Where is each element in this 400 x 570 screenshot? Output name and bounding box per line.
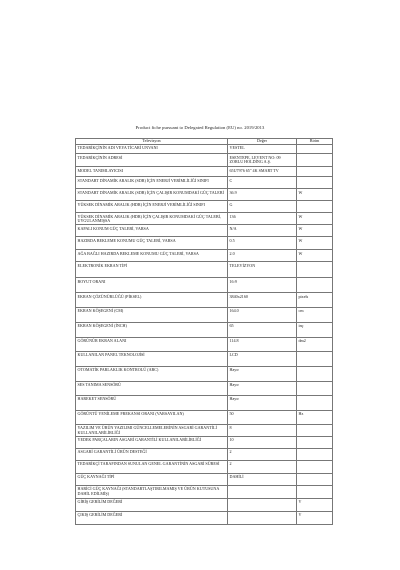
row-unit — [297, 486, 333, 499]
row-label: OTOMATİK PARLAKLIK KONTROLÜ (ABC) — [76, 367, 228, 382]
row-label: TEDARİKÇİ TARAFINDAN SUNULAN GENEL GARANTİNİN ASGARİ SÜRESİ — [76, 461, 228, 474]
row-label: TEDARİKÇİNİN ADRESİ — [76, 154, 228, 167]
row-unit: Hz — [297, 411, 333, 425]
table-row — [76, 144, 333, 154]
row-value: 16:9 — [228, 278, 297, 293]
row-value: 10 — [228, 437, 297, 449]
row-label: ÇIKIŞ GERİLİM DEĞERİ — [76, 512, 228, 525]
header-unit: Birim — [297, 139, 333, 145]
row-value: Hayır — [228, 367, 297, 382]
row-unit: V — [297, 512, 333, 525]
row-value — [228, 486, 297, 499]
row-unit — [297, 154, 333, 167]
row-label: HAZIRDA BEKLEME KONUMU GÜÇ TALEBİ, VARSA — [76, 237, 228, 250]
table-row — [76, 154, 333, 167]
table-row — [76, 177, 333, 189]
row-value: 3840x2160 — [228, 293, 297, 308]
row-value: Hayır — [228, 382, 297, 396]
row-label: MODEL TANIMLAYICISI — [76, 167, 228, 177]
table-row — [76, 411, 333, 425]
row-unit — [297, 367, 333, 382]
row-unit — [297, 167, 333, 177]
table-row — [76, 486, 333, 499]
table-row — [76, 293, 333, 308]
row-value: ESENTEPE, LEVENT NO: 09 ZORLU HOLDİNG A.Ş. — [228, 154, 297, 167]
row-label: GÜÇ KAYNAĞI TİPİ — [76, 474, 228, 486]
row-unit — [297, 262, 333, 278]
row-unit: W — [297, 225, 333, 237]
row-unit — [297, 449, 333, 461]
row-unit: W — [297, 189, 333, 201]
row-label: EKRAN KÖŞEGENİ (CM) — [76, 308, 228, 323]
row-label: BOYUT ORANI — [76, 278, 228, 293]
document-title: Product fiche pursuant to Delegated Regulation (EU) no. 2019/2013 — [135, 125, 265, 130]
row-value: VESTEL — [228, 144, 297, 154]
row-label: TEDARİKÇİNİN ADI VEYA TİCARİ UNVANI — [76, 144, 228, 154]
row-label: YÜKSEK DİNAMİK ARALIK (HDR) İÇİN ÇALIŞIR KONUMDAKİ GÜÇ TALEBİ, UYGULANMIŞSA — [76, 213, 228, 225]
row-unit — [297, 382, 333, 396]
row-label: YÜKSEK DİNAMİK ARALIK (HDR) İÇİN ENERJİ VERİMLİLİĞİ SINIFI — [76, 201, 228, 213]
row-value: N/A — [228, 225, 297, 237]
row-unit: W — [297, 237, 333, 250]
row-value: DAHİLİ — [228, 474, 297, 486]
row-unit: pixels — [297, 293, 333, 308]
row-value: 2 — [228, 449, 297, 461]
row-unit — [297, 396, 333, 411]
table-row — [76, 396, 333, 411]
row-label: KAPALI KONUM GÜÇ TALEBİ, VARSA — [76, 225, 228, 237]
row-unit — [297, 278, 333, 293]
row-value: LCD — [228, 352, 297, 367]
table-row — [76, 237, 333, 250]
table-row — [76, 499, 333, 512]
product-fiche-table — [75, 138, 333, 525]
row-label: EKRAN KÖŞEGENİ (İNCH) — [76, 323, 228, 338]
row-value: 65 — [228, 323, 297, 338]
header-label: Televizyon — [76, 139, 228, 145]
row-unit — [297, 352, 333, 367]
row-value: 2.0 — [228, 250, 297, 262]
table-row — [76, 278, 333, 293]
row-unit — [297, 461, 333, 474]
row-label: STANDART DİNAMİK ARALIK (SDR) İÇİN ENERJİ VERİMLİLİĞİ SINIFI — [76, 177, 228, 189]
table-row — [76, 323, 333, 338]
header-value: Değer — [228, 139, 297, 145]
row-unit: dm2 — [297, 338, 333, 352]
row-unit — [297, 144, 333, 154]
row-label: AĞA BAĞLI HAZIRDA BEKLEME KONUMU GÜÇ TALEBİ, VARSA — [76, 250, 228, 262]
row-label: HAREKET SENSÖRÜ — [76, 396, 228, 411]
row-unit: cm — [297, 308, 333, 323]
table-row — [76, 213, 333, 225]
row-label: STANDART DİNAMİK ARALIK (SDR) İÇİN ÇALIŞIR KONUMDAKİ GÜÇ TALEBİ — [76, 189, 228, 201]
row-label: GÖRÜNTÜ YENİLEME FREKANSI ORANI (VARSAYILAN) — [76, 411, 228, 425]
row-unit — [297, 474, 333, 486]
row-value: G — [228, 201, 297, 213]
row-value: TELEVİZYON — [228, 262, 297, 278]
table-row — [76, 425, 333, 437]
row-value — [228, 512, 297, 525]
table-row — [76, 437, 333, 449]
row-label: YEDEK PARÇALARIN ASGARİ GARANTİLİ KULLANILABİLİRLİĞİ — [76, 437, 228, 449]
row-unit — [297, 425, 333, 437]
row-value — [228, 499, 297, 512]
row-value: 0.5 — [228, 237, 297, 250]
table-row — [76, 461, 333, 474]
row-value: 114.8 — [228, 338, 297, 352]
row-value: 2 — [228, 461, 297, 474]
row-label: GİRİŞ GERİLİM DEĞERİ — [76, 499, 228, 512]
row-value: 50 — [228, 411, 297, 425]
table-row — [76, 167, 333, 177]
table-row — [76, 352, 333, 367]
row-value: 65U7976 65" 4K SMART TV — [228, 167, 297, 177]
row-label: KULLANILAN PANEL TEKNOLOJİSİ — [76, 352, 228, 367]
row-unit — [297, 201, 333, 213]
row-label: SES TANIMA SENSÖRÜ — [76, 382, 228, 396]
row-value: C — [228, 177, 297, 189]
table-row — [76, 225, 333, 237]
row-label: EKRAN ÇÖZÜNÜRLÜĞÜ (PİKSEL) — [76, 293, 228, 308]
table-row — [76, 189, 333, 201]
row-label: ELEKTRONİK EKRAN TİPİ — [76, 262, 228, 278]
row-unit: W — [297, 213, 333, 225]
table-row — [76, 367, 333, 382]
row-unit: inç — [297, 323, 333, 338]
table-row — [76, 262, 333, 278]
row-value: 36.9 — [228, 189, 297, 201]
row-value: 164.0 — [228, 308, 297, 323]
row-unit: W — [297, 250, 333, 262]
row-unit: V — [297, 499, 333, 512]
table-row — [76, 474, 333, 486]
table-row — [76, 338, 333, 352]
table-row — [76, 201, 333, 213]
row-unit — [297, 437, 333, 449]
row-unit — [297, 177, 333, 189]
row-value: 8 — [228, 425, 297, 437]
row-label: ASGARİ GARANTİLİ ÜRÜN DESTEĞİ — [76, 449, 228, 461]
row-label: YAZILIM VE ÜRÜN YAZILIMI GÜNCELLEMELERİNİN ASGARİ GARANTİLİ KULLANILABİLİRLİĞİ — [76, 425, 228, 437]
row-value: Hayır — [228, 396, 297, 411]
row-label: GÖRÜNÜR EKRAN ALANI — [76, 338, 228, 352]
table-row — [76, 250, 333, 262]
table-row — [76, 382, 333, 396]
row-label: HARİCİ GÜÇ KAYNAĞI (STANDARTLAŞTIRILMAMIŞ VE ÜRÜN KUTUSUNA DAHİL EDİLMİŞ) — [76, 486, 228, 499]
table-row — [76, 308, 333, 323]
row-value: 136 — [228, 213, 297, 225]
table-row — [76, 512, 333, 525]
table-row — [76, 449, 333, 461]
